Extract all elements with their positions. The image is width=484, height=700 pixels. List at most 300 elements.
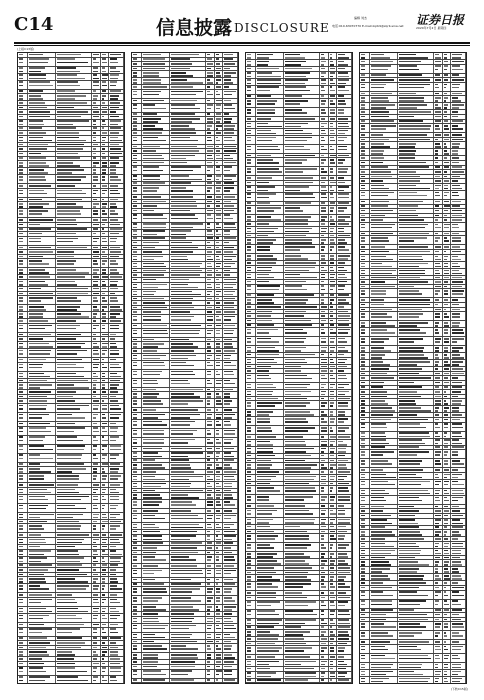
text-line [102, 373, 106, 375]
text-line [29, 81, 51, 83]
text-line [452, 69, 463, 71]
text-line [57, 463, 84, 465]
table-row [246, 72, 352, 79]
text-line [57, 71, 80, 73]
table-cell [206, 555, 214, 563]
text-line [110, 162, 119, 164]
table-row [132, 653, 238, 660]
table-cell [56, 463, 92, 467]
table-cell [223, 612, 238, 616]
text-line [216, 234, 222, 236]
text-line [19, 343, 23, 345]
text-line [207, 263, 211, 265]
text-line [133, 242, 137, 244]
table-cell [56, 488, 92, 494]
text-line [171, 414, 200, 416]
text-line [93, 517, 98, 519]
table-cell [132, 392, 142, 398]
table-cell [246, 397, 256, 401]
table-cell [256, 543, 285, 551]
text-line [133, 464, 137, 466]
text-line [321, 418, 323, 420]
table-cell [320, 571, 328, 575]
text-line [247, 103, 251, 105]
text-line [19, 288, 23, 290]
text-line [330, 64, 334, 66]
text-line [444, 74, 449, 76]
table-cell [18, 545, 28, 549]
table-cell [337, 193, 352, 201]
table-cell [101, 646, 109, 650]
text-line [29, 169, 45, 171]
text-line [110, 272, 119, 274]
text-line [452, 120, 463, 122]
text-line [338, 444, 347, 446]
table-cell [92, 337, 100, 341]
text-line [143, 515, 155, 517]
text-line [207, 648, 210, 650]
text-line [171, 346, 198, 348]
table-row [246, 575, 352, 582]
text-line [207, 259, 213, 261]
text-line [321, 378, 327, 380]
text-line [19, 260, 23, 262]
text-line [19, 334, 23, 336]
table-cell [256, 390, 285, 396]
table-cell [142, 342, 171, 348]
text-line [361, 87, 365, 89]
table-row [246, 440, 352, 447]
table-cell [246, 337, 256, 345]
text-line [361, 84, 365, 86]
text-line [57, 251, 73, 253]
table-cell [320, 486, 328, 494]
text-line [29, 359, 46, 361]
text-line [285, 441, 304, 443]
text-line [29, 546, 40, 548]
text-line [102, 353, 105, 355]
table-cell [246, 310, 256, 314]
text-line [247, 302, 251, 304]
text-line [19, 440, 23, 442]
table-cell [320, 435, 328, 439]
text-line [133, 63, 137, 65]
text-line [338, 362, 345, 364]
text-line [338, 661, 344, 663]
table-cell [284, 530, 320, 534]
text-line [257, 643, 275, 645]
text-line [224, 579, 233, 581]
text-line [143, 210, 155, 212]
table-cell [215, 399, 223, 407]
table-cell [109, 53, 124, 57]
text-line [171, 365, 194, 367]
text-line [102, 338, 105, 340]
text-line [29, 316, 43, 318]
table-cell [28, 202, 57, 208]
table-cell [206, 131, 214, 135]
text-line [435, 100, 437, 102]
text-line [57, 353, 76, 355]
table-cell [132, 262, 142, 268]
text-line [321, 441, 326, 443]
table-cell [206, 338, 214, 342]
table-cell [132, 136, 142, 144]
table-cell [101, 184, 109, 188]
text-line [285, 341, 304, 343]
text-line [321, 421, 327, 423]
text-line [321, 146, 324, 148]
text-line [224, 648, 231, 650]
text-line [110, 525, 120, 527]
table-cell [18, 74, 28, 80]
table-cell [256, 482, 285, 486]
text-line [257, 274, 269, 276]
text-line [57, 458, 80, 460]
table-cell [142, 53, 171, 57]
text-line [257, 567, 275, 569]
text-line [133, 118, 137, 120]
text-line [29, 594, 52, 596]
text-line [257, 302, 274, 304]
table-cell [56, 584, 92, 592]
text-line [143, 362, 165, 364]
text-line [102, 157, 107, 159]
text-line [257, 306, 281, 308]
text-line [399, 69, 419, 71]
table-cell [132, 459, 142, 463]
text-line [110, 637, 121, 639]
table-cell [329, 222, 337, 226]
table-cell [101, 110, 109, 114]
text-line [102, 542, 106, 544]
table-cell [28, 218, 57, 222]
text-line [133, 179, 137, 181]
text-line [338, 299, 345, 301]
text-line [93, 427, 98, 429]
table-cell [398, 65, 434, 73]
table-cell [101, 404, 109, 412]
text-line [19, 169, 23, 171]
text-line [321, 526, 326, 528]
table-cell [284, 575, 320, 581]
table-cell [256, 145, 285, 153]
table-cell [142, 470, 171, 474]
table-cell [56, 209, 92, 217]
text-line [338, 394, 345, 396]
table-cell [246, 136, 256, 144]
table-cell [132, 124, 142, 130]
table-cell [56, 646, 92, 650]
table-cell [443, 120, 451, 124]
table-cell [337, 72, 352, 78]
table-row [18, 607, 124, 614]
text-line [207, 618, 212, 620]
table-cell [92, 175, 100, 183]
text-line [257, 130, 272, 132]
table-cell [246, 328, 256, 336]
table-cell [28, 115, 57, 119]
table-cell [56, 520, 92, 524]
text-line [110, 343, 115, 345]
table-cell [284, 154, 320, 158]
table-cell [56, 474, 92, 482]
table-cell [101, 577, 109, 583]
table-cell [434, 74, 442, 78]
text-line [110, 449, 121, 451]
table-cell [56, 110, 92, 114]
table-cell [284, 273, 320, 279]
table-cell [329, 95, 337, 99]
text-line [133, 58, 137, 60]
text-line [361, 79, 365, 81]
text-line [143, 113, 157, 115]
text-line [171, 510, 191, 512]
table-cell [215, 273, 223, 277]
text-line [207, 330, 213, 332]
text-line [29, 534, 41, 536]
text-line [29, 376, 50, 378]
table-cell [92, 184, 100, 188]
text-line [321, 467, 327, 469]
text-line [93, 98, 97, 100]
table-cell [109, 94, 124, 100]
text-line [93, 680, 96, 682]
text-line [338, 302, 349, 304]
table-cell [142, 278, 171, 282]
text-line [257, 83, 281, 85]
table-cell [320, 193, 328, 201]
table-cell [215, 493, 223, 499]
text-line [110, 67, 116, 69]
table-cell [206, 62, 214, 66]
text-line [321, 341, 326, 343]
table-cell [337, 626, 352, 630]
text-line [216, 270, 219, 272]
text-line [19, 107, 23, 109]
table-cell [337, 346, 352, 352]
table-cell [109, 143, 124, 147]
table-cell [170, 679, 206, 683]
text-line [171, 196, 193, 198]
table-cell [206, 278, 214, 282]
text-line [361, 93, 365, 95]
text-line [143, 227, 167, 229]
table-row [18, 67, 124, 74]
text-line [338, 83, 346, 85]
text-line [216, 515, 222, 517]
text-line [207, 606, 212, 608]
text-line [93, 241, 97, 243]
table-cell [18, 372, 28, 378]
table-cell [246, 552, 256, 558]
table-cell [284, 459, 320, 463]
table-cell [246, 254, 256, 260]
page-number: C14 [14, 14, 54, 35]
text-line [133, 527, 137, 529]
table-cell [329, 353, 337, 357]
table-cell [320, 655, 328, 659]
text-line [143, 108, 166, 110]
text-line [257, 619, 282, 621]
text-line [247, 572, 251, 574]
text-line [93, 120, 96, 122]
column-2 [131, 52, 239, 684]
text-line [207, 333, 211, 335]
table-cell [256, 72, 285, 78]
text-line [321, 168, 324, 170]
text-line [321, 370, 327, 372]
table-cell [56, 533, 92, 537]
table-cell [206, 438, 214, 446]
text-line [102, 316, 106, 318]
text-line [93, 334, 95, 336]
text-line [224, 270, 230, 272]
text-line [247, 378, 251, 380]
table-cell [18, 168, 28, 174]
table-cell [170, 237, 206, 241]
table-cell [337, 630, 352, 636]
text-line [19, 396, 23, 398]
text-line [321, 137, 324, 139]
text-line [29, 116, 51, 118]
text-line [171, 170, 193, 172]
text-line [247, 483, 251, 485]
table-cell [246, 642, 256, 646]
table-cell [223, 262, 238, 268]
text-line [110, 578, 117, 580]
text-line [133, 75, 137, 77]
table-cell [142, 459, 171, 463]
text-line [29, 238, 41, 240]
text-line [330, 267, 333, 269]
text-line [102, 525, 106, 527]
table-cell [256, 596, 285, 600]
table-cell [18, 292, 28, 296]
text-line [102, 489, 107, 491]
text-line [143, 674, 166, 676]
table-cell [132, 204, 142, 208]
table-cell [56, 58, 92, 66]
table-row [132, 104, 238, 113]
text-line [247, 411, 251, 413]
table-cell [18, 189, 28, 197]
text-line [29, 233, 42, 235]
text-line [19, 54, 23, 56]
text-line [444, 116, 448, 118]
table-row [132, 361, 238, 370]
text-line [216, 54, 219, 56]
table-cell [206, 117, 214, 123]
text-line [224, 476, 234, 478]
table-cell [256, 186, 285, 192]
text-line [257, 177, 272, 179]
table-cell [109, 637, 124, 641]
text-line [207, 298, 211, 300]
table-cell [223, 241, 238, 245]
text-line [207, 266, 211, 268]
table-cell [56, 650, 92, 656]
text-line [102, 384, 106, 386]
table-cell [284, 206, 320, 214]
text-line [330, 186, 333, 188]
text-line [110, 431, 117, 433]
table-cell [132, 67, 142, 71]
text-line [143, 162, 164, 164]
text-line [57, 585, 89, 587]
text-line [19, 539, 23, 541]
table-cell [142, 583, 171, 587]
text-line [143, 339, 155, 341]
table-cell [206, 58, 214, 62]
text-line [133, 325, 137, 327]
text-line [133, 380, 137, 382]
table-cell [329, 145, 337, 153]
text-line [257, 522, 269, 524]
table-cell [223, 67, 238, 71]
text-line [330, 320, 333, 322]
text-line [338, 668, 345, 670]
table-cell [206, 329, 214, 337]
text-line [330, 664, 334, 666]
table-cell [170, 523, 206, 529]
table-cell [142, 182, 171, 186]
table-cell [206, 665, 214, 669]
table-cell [101, 259, 109, 267]
table-cell [360, 115, 370, 119]
text-line [257, 471, 280, 473]
table-cell [215, 85, 223, 89]
table-cell [142, 452, 171, 458]
text-line [285, 567, 312, 569]
text-line [257, 535, 279, 537]
text-line [338, 193, 349, 195]
table-cell [92, 467, 100, 473]
text-line [207, 365, 213, 367]
text-line [93, 676, 98, 678]
text-line [257, 338, 272, 340]
text-line [285, 427, 315, 429]
text-line [444, 54, 447, 56]
text-line [321, 162, 324, 164]
text-line [133, 618, 137, 620]
text-line [216, 467, 222, 469]
text-line [29, 144, 49, 146]
table-cell [132, 624, 142, 632]
table-cell [256, 591, 285, 595]
text-line [207, 613, 209, 615]
text-line [102, 132, 108, 134]
table-cell [56, 538, 92, 544]
text-line [143, 393, 159, 395]
table-cell [215, 388, 223, 392]
table-cell [28, 463, 57, 467]
table-cell [337, 328, 352, 336]
text-line [257, 186, 275, 188]
text-line [133, 490, 137, 492]
table-cell [246, 324, 256, 328]
text-line [338, 547, 346, 549]
text-line [338, 130, 348, 132]
text-line [330, 246, 334, 248]
table-cell [142, 214, 171, 222]
text-line [133, 190, 137, 192]
text-line [216, 266, 220, 268]
text-line [330, 579, 333, 581]
table-cell [206, 104, 214, 112]
table-cell [246, 383, 256, 389]
table-cell [132, 535, 142, 541]
